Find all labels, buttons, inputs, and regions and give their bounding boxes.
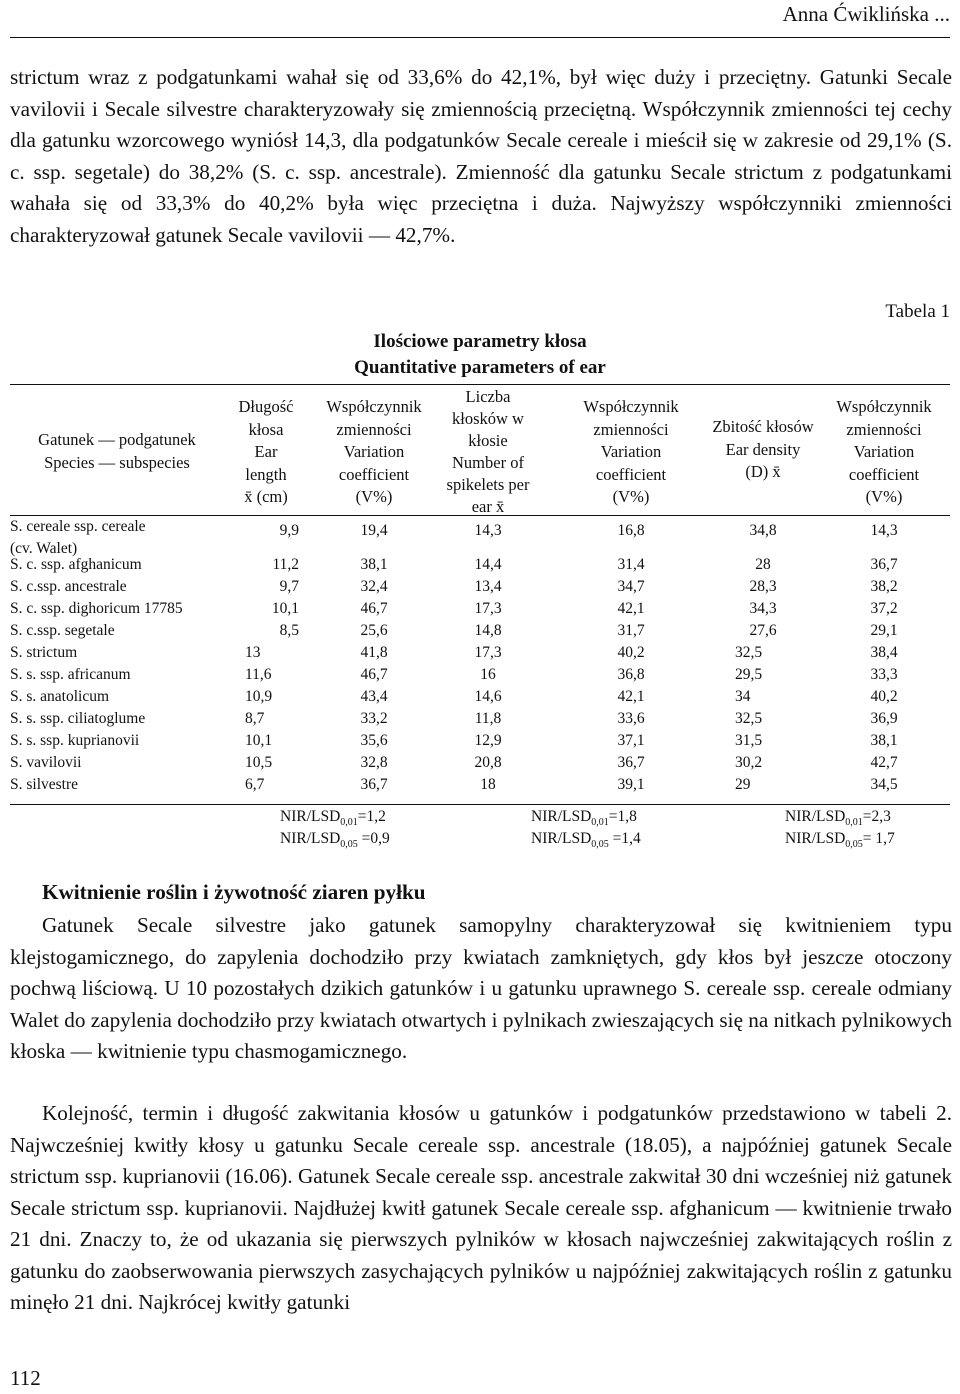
table-cell: 16,8 <box>617 522 645 539</box>
table-cell: 11,8 <box>474 710 502 727</box>
table-bottom-rule <box>10 804 950 805</box>
lsd-ear-length-005: NIR/$LSD_{0,05} =0,9$ <box>280 830 390 851</box>
table-cell: 43,4 <box>360 688 388 705</box>
table-cell: 40,2 <box>870 688 898 705</box>
table-cell: 41,8 <box>360 644 388 661</box>
section-heading: Kwitnienie roślin i żywotność ziaren pyłku <box>42 880 426 904</box>
table-cell: 36,8 <box>617 666 645 683</box>
table-cell: 10,9 <box>245 688 273 705</box>
row-species-name: S. vavilovii <box>10 754 82 771</box>
table-cell: 31,7 <box>617 622 645 639</box>
table-cell: 35,6 <box>360 732 388 749</box>
header-line: ear x̄ <box>471 497 505 516</box>
header-line: Gatunek — podgatunek <box>38 430 196 449</box>
table-cell: 19,4 <box>360 522 388 539</box>
table-cell: 46,7 <box>360 666 388 683</box>
table-cell: 34,3 <box>749 600 777 617</box>
table-cell: 28 <box>755 556 771 573</box>
lsd-density-001: NIR/$LSD_{0,01}=2,3$ <box>785 808 891 829</box>
lsd-density-005: NIR/$LSD_{0,05}= 1,7$ <box>785 830 895 851</box>
table-top-rule <box>10 384 950 385</box>
header-line: length <box>245 464 287 484</box>
row-species-name: S. s. ssp. africanum <box>10 666 131 683</box>
table-cell: 42,7 <box>870 754 898 771</box>
table-cell: 27,6 <box>749 622 777 639</box>
header-line: (V%) <box>355 487 393 506</box>
row-species-name: S. c.ssp. segetale <box>10 622 115 639</box>
table-title-pl: Ilościowe parametry kłosa <box>373 331 587 352</box>
header-spikelets <box>408 386 568 518</box>
table-cell: 12,9 <box>474 732 502 749</box>
table-header-rule <box>10 515 950 516</box>
table-cell: 11,2 <box>272 556 299 573</box>
table-cell: 10,1 <box>245 732 273 749</box>
table-cell: 18 <box>480 776 496 793</box>
table-cell: 25,6 <box>360 622 388 639</box>
header-species <box>37 428 197 474</box>
header-line: Number of <box>452 453 524 472</box>
header-line: Ear density <box>725 439 801 459</box>
table-cell: 28,3 <box>749 578 777 595</box>
table-cell: 14,6 <box>474 688 502 705</box>
header-line: zmienności <box>846 419 922 439</box>
header-line: (V%) <box>865 487 903 506</box>
header-line: Variation <box>343 442 405 461</box>
table-cell: 11,6 <box>245 666 272 683</box>
table-cell: 13,4 <box>474 578 502 595</box>
table-cell: 40,2 <box>617 644 645 661</box>
header-line: Współczynnik <box>326 397 422 416</box>
header-line: kłosków w <box>452 409 524 428</box>
header-line: Współczynnik <box>583 397 679 416</box>
body-paragraph-2: Kolejność, termin i długość zakwitania kłosów u gatunków i podgatunków przedstawiono w tabeli 2. Najwcześniej kwitły kłosy u gatunku Secale cereale ssp. ancestrale (18.05), a najpóźniej gatunek Secale strictum ssp. kuprianovii (16.06). Gatunek Secale cereale ssp. ancestrale zakwitał 30 dni wcześniej niż gatunek Secale strictum ssp. kuprianovii. Najdłużej kwitł gatunek Secale cereale ssp. afghanicum — kwitnienie trwało 21 dni. Znaczy to, że od ukazania się pierwszych pylników w kłosach najwcześniej zakwitających roślin z gatunku do zaobserwowania pierwszych zasychających pylników u najpóźniej zakwitających roślin z gatunku minęło 21 dni. Najkrócej kwitły gatunki <box>10 1101 952 1314</box>
table-cell: 42,1 <box>617 688 645 705</box>
table-cell: 36,7 <box>870 556 898 573</box>
row-species-name: S. silvestre <box>10 776 79 793</box>
header-line: Zbitość kłosów <box>712 417 814 436</box>
header-line: Współczynnik <box>836 397 932 416</box>
table-cell: 8,5 <box>279 622 299 639</box>
table-cell: 10,1 <box>271 600 299 617</box>
table-cell: 14,4 <box>474 556 502 573</box>
table-cell: 17,3 <box>474 644 502 661</box>
table-cell: 34 <box>735 688 751 705</box>
header-cv3 <box>804 396 960 509</box>
table-cell: 39,1 <box>617 776 645 793</box>
header-line: kłosa <box>248 419 284 439</box>
row-species-name: S. c.ssp. ancestrale <box>10 578 127 595</box>
row-species-name: S. s. ssp. ciliatoglume <box>10 710 146 727</box>
header-line: spikelets per <box>446 475 530 494</box>
header-rule <box>10 37 950 38</box>
table-cell: 46,7 <box>360 600 388 617</box>
table-cell: 14,3 <box>474 522 502 539</box>
table-cell: 9,7 <box>279 578 299 595</box>
table-cell: 33,2 <box>360 710 388 727</box>
table-cell: 34,8 <box>749 522 777 539</box>
row-species-name: S. strictum <box>10 644 78 661</box>
table-cell: 33,3 <box>870 666 898 683</box>
table-cell: 36,9 <box>870 710 898 727</box>
running-header: Anna Ćwiklińska ... <box>782 2 950 26</box>
table-cell: 16 <box>480 666 496 683</box>
table-cell: 31,4 <box>617 556 645 573</box>
table-cell: 32,8 <box>360 754 388 771</box>
table-cell: 17,3 <box>474 600 502 617</box>
row-species-name: S. c. ssp. afghanicum <box>10 556 142 573</box>
header-line: zmienności <box>336 419 412 439</box>
table-cell: 37,2 <box>870 600 898 617</box>
table-cell: 13 <box>245 644 261 661</box>
lsd-spikelets-001: NIR/$LSD_{0,01}=1,8$ <box>531 808 637 829</box>
header-line: coefficient <box>848 464 920 484</box>
intro-paragraph: strictum wraz z podgatunkami wahał się od 33,6% do 42,1%, był więc duży i przeciętny. Gatunki Secale vavilovii i Secale silvestre charakteryzowały się zmiennością przeciętną. Współczynnik zmienności tej cechy dla gatunku wzorcowego wyniósł 14,3, dla podgatunków Secale cereale i mieścił się w zakresie od 29,1% (S. c. ssp. segetale) do 38,2% (S. c. ssp. ancestrale). Zmienność dla gatunku Secale strictum z podgatunkami wahała się od 33,3% do 40,2% była więc przeciętna i duża. Najwyższy współczynniki zmienności charakteryzował gatunek Secale vavilovii — 42,7%. <box>10 65 952 247</box>
table-cell: 36,7 <box>617 754 645 771</box>
header-line: coefficient <box>595 464 667 484</box>
body-paragraph-1: Gatunek Secale silvestre jako gatunek samopylny charakteryzował się kwitnieniem typu klejstogamicznego, do zapylenia dochodziło przy kwiatach zamkniętych, gdy kłos był jeszcze otoczony pochwą liściową. U 10 pozostałych dzikich gatunków i u gatunku uprawnego S. cereale ssp. cereale odmiany Walet do zapylenia dochodziło przy kwiatach otwartych i pylnikach zwieszających się na nitkach pylnikowych kłoska — kwitnienie typu chasmogamicznego. <box>10 913 952 1063</box>
table-cell: 29,5 <box>735 666 763 683</box>
table-title-en: Quantitative parameters of ear <box>354 357 606 378</box>
table-cell: 37,1 <box>617 732 645 749</box>
table-cell: 32,5 <box>735 644 763 661</box>
header-line: zmienności <box>593 419 669 439</box>
table-cell: 38,4 <box>870 644 898 661</box>
header-line: Liczba <box>465 387 511 406</box>
row-species-name: S. cereale ssp. cereale <box>10 518 146 535</box>
header-line: Ear <box>254 442 278 461</box>
table-cell: 8,7 <box>245 710 265 727</box>
lsd-ear-length-001: NIR/$LSD_{0,01}=1,2$ <box>280 808 386 829</box>
table-cell: 38,1 <box>360 556 388 573</box>
table-cell: 38,1 <box>870 732 898 749</box>
table-cell: 36,7 <box>360 776 388 793</box>
table-cell: 32,5 <box>735 710 763 727</box>
table-cell: 14,3 <box>870 522 898 539</box>
table-cell: 29 <box>735 776 751 793</box>
header-line: Species — subspecies <box>44 453 190 472</box>
header-line: coefficient <box>338 464 410 484</box>
table-label: Tabela 1 <box>885 301 950 322</box>
header-line: Długość <box>238 397 294 416</box>
row-species-name: S. s. ssp. kuprianovii <box>10 732 140 749</box>
table-cell: 38,2 <box>870 578 898 595</box>
table-cell: 33,6 <box>617 710 645 727</box>
header-line: Variation <box>853 442 915 461</box>
table-cell: 34,5 <box>870 776 898 793</box>
header-line: (D) x̄ <box>745 462 781 481</box>
table-cell: 10,5 <box>245 754 273 771</box>
table-cell: 32,4 <box>360 578 388 595</box>
table-cell: 20,8 <box>474 754 502 771</box>
table-cell: 42,1 <box>617 600 645 617</box>
header-line: x̄ (cm) <box>244 487 288 506</box>
row-species-name-line2: (cv. Walet) <box>10 540 78 557</box>
table-cell: 29,1 <box>870 622 898 639</box>
table-cell: 31,5 <box>735 732 763 749</box>
row-species-name: S. c. ssp. dighoricum 17785 <box>10 600 183 617</box>
table-cell: 34,7 <box>617 578 645 595</box>
row-species-name: S. s. anatolicum <box>10 688 110 705</box>
header-line: (V%) <box>612 487 650 506</box>
table-cell: 30,2 <box>735 754 763 771</box>
header-line: Variation <box>600 442 662 461</box>
lsd-spikelets-005: NIR/$LSD_{0,05} =1,4$ <box>531 830 641 851</box>
header-line: kłosie <box>468 431 508 450</box>
table-cell: 14,8 <box>474 622 502 639</box>
table-cell: 9,9 <box>279 522 299 539</box>
page-number: 112 <box>10 1366 41 1390</box>
table-cell: 6,7 <box>245 776 265 793</box>
